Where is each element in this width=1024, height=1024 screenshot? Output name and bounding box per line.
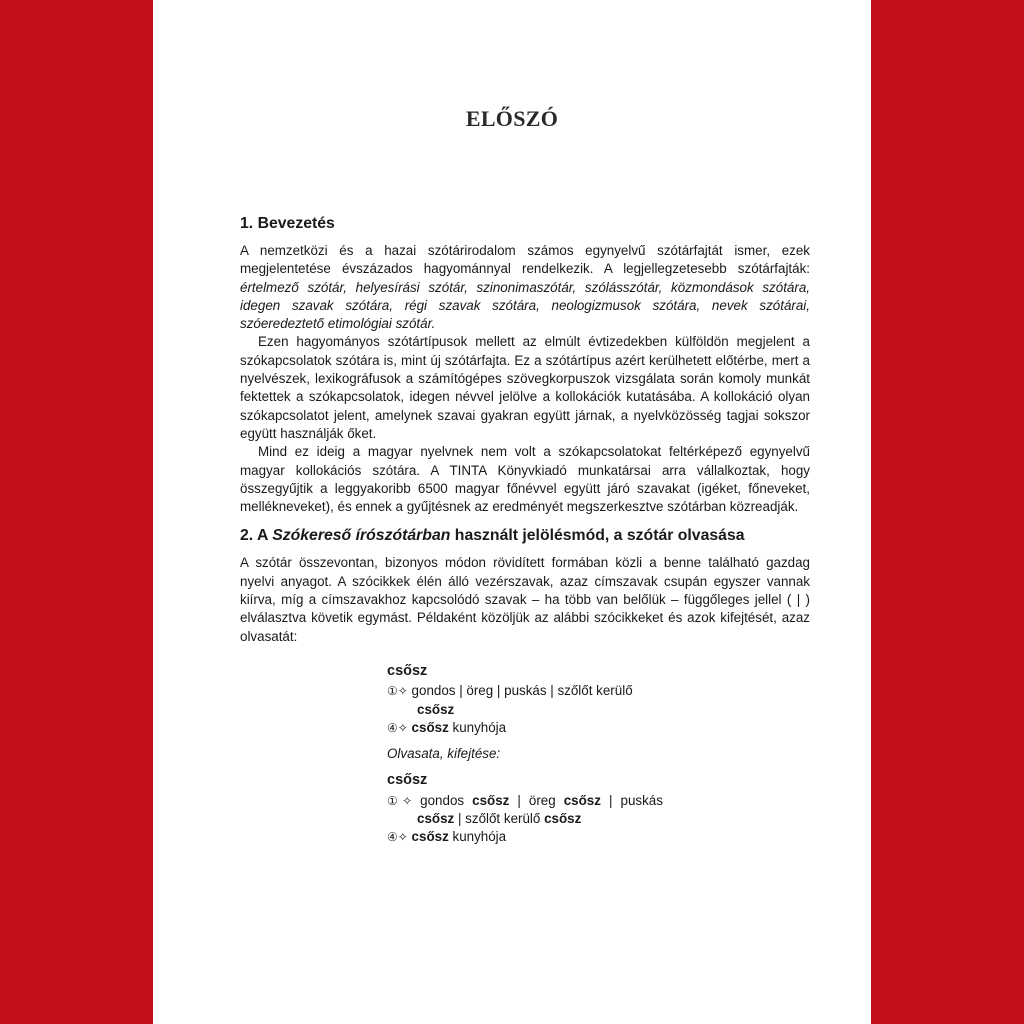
page-content <box>240 214 810 847</box>
example-kunyhoja: kunyhója <box>452 719 507 735</box>
reading-line-2 <box>387 810 810 828</box>
reading-block <box>387 792 663 810</box>
document-page <box>153 0 871 1024</box>
separator: | <box>608 792 613 808</box>
reading-headword-2: csősz <box>563 792 601 808</box>
example-entry-line-1 <box>387 682 810 700</box>
section1-paragraph-3: Mind ez ideig a magyar nyelvnek nem volt a szókapcsolatokat feltérképező egynyelvű magyar kollokációs szótára. A TINTA Könyvkiadó munkatársai arra vállalkoztak, hogy összegyűjtik a leggyakoribb 6500 magyar főnévvel együtt járó szavakat (igéket, főneveket, mellékneveket), és ennek a gyűjtésnek az eredményét megszerkesztve szótárban közreadják. <box>240 444 810 515</box>
section1-heading: 1. Bevezetés <box>240 215 335 232</box>
marker-1-icon: ①✧ <box>387 793 413 808</box>
marker-1-icon: ①✧ <box>387 684 408 699</box>
separator: | <box>457 811 462 827</box>
section1-paragraph-2: Ezen hagyományos szótártípusok mellett az elmúlt évtizedekben külföldön megjelent a szókapcsolatok szótára is, mint új szótárfajta. Ez a szótártípus azért kerülhetett előtérbe, mert a nyelvészek, lexikográfusok a számítógépes szövegkorpuszok vizsgálata során komoly munkát fektettek a szókapcsolatok, idegen névvel jelölve a kollokációk kutatásába. A kollokáció olyan szókapcsolatot jelent, amelynek szavai gyakran együtt járnak, a nyelvközösség tagjai sokszor együtt használják őket. <box>240 334 810 441</box>
reading-headword-1: csősz <box>472 792 510 808</box>
reading-puskas: puskás <box>620 792 663 808</box>
example-headword: csősz <box>387 662 428 679</box>
page-title: ELŐSZÓ <box>465 106 559 131</box>
section2-heading <box>240 526 810 546</box>
reading-line-4 <box>387 828 810 846</box>
example-headword-inline: csősz <box>411 719 449 735</box>
section1-p1-text: A nemzetközi és a hazai szótárirodalom számos egynyelvű szótárfajtát ismer, ezek megjelentetése évszázados hagyománnyal rendelkezik. A legjellegzetesebb szótárfajták: <box>240 243 810 277</box>
section2-heading-book-title: Szókereső írószótárban <box>272 527 451 545</box>
reading-label: Olvasata, kifejtése: <box>387 746 501 762</box>
reading-headword-5: csősz <box>411 829 449 845</box>
example-entry-continuation <box>387 701 810 719</box>
section1-p1-italic-list: értelmező szótár, helyesírási szótár, szinonimaszótár, szólásszótár, közmondások szótára, idegen szavak szótára, régi szavak szótára, neologizmusok szótára, nevek szótárai, szóeredeztető etimológiai szótár. <box>240 279 810 332</box>
example-headword-repeat: csősz <box>417 701 455 717</box>
section2-heading-number: 2. A <box>240 527 273 545</box>
marker-4-icon: ④✧ <box>387 830 408 845</box>
example-entry-line-4 <box>387 719 810 737</box>
reading-line-1 <box>387 792 663 810</box>
section2-heading-rest: használt jelölésmód, a szótár olvasása <box>450 527 745 545</box>
section1-paragraph-1 <box>240 242 810 333</box>
reading-szolot: szőlőt kerülő <box>465 811 541 827</box>
reading-headword-4: csősz <box>544 811 582 827</box>
marker-4-icon: ④✧ <box>387 720 408 735</box>
reading-kunyhoja: kunyhója <box>452 829 507 845</box>
separator: | <box>517 792 521 808</box>
reading-oreg: öreg <box>528 792 556 808</box>
reading-headword-3: csősz <box>417 811 455 827</box>
example-collocates: gondos | öreg | puskás | szőlőt kerülő <box>411 683 633 699</box>
reading-headword: csősz <box>387 772 428 789</box>
dictionary-example <box>387 662 810 847</box>
section2-paragraph-1: A szótár összevontan, bizonyos módon rövidített formában közli a benne található gazdag nyelvi anyagot. A szócikkek élén álló vezérszavak, azaz címszavak csupán egyszer vannak kiírva, míg a címszavakhoz kapcsolódó szavak – ha több van belőlük – függőleges jellel ( | ) elválasztva követik egymást. Példaként közöljük az alábbi szócikkeket és azok kifejtését, azaz olvasatát: <box>240 555 810 644</box>
reading-gondos: gondos <box>420 792 465 808</box>
